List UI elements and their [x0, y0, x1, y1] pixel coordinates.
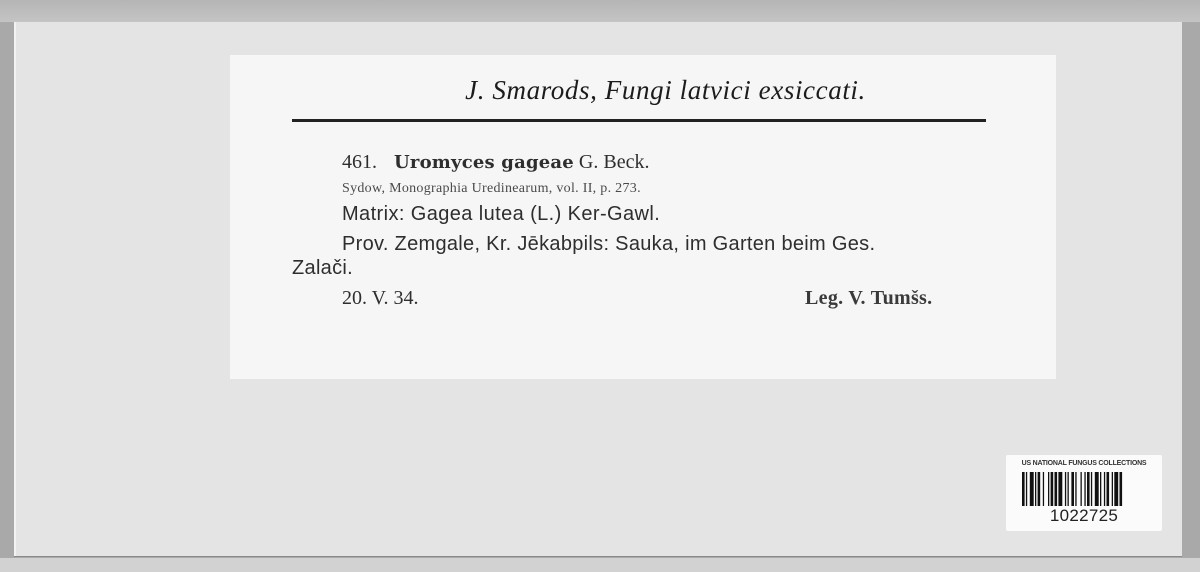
heading-rule	[292, 119, 986, 122]
species-name: Uromyces gageae	[394, 152, 574, 173]
label-heading: J. Smarods, Fungi latvici exsiccati.	[465, 75, 866, 105]
exsiccata-number: 461.	[342, 151, 377, 173]
barcode-tag	[1006, 455, 1162, 531]
catalog-number: 1022725	[1049, 506, 1119, 525]
literature-reference: Sydow, Monographia Uredinearum, vol. II, p. 273.	[342, 181, 641, 196]
background-top-strip	[0, 0, 1200, 22]
species-author: G. Beck.	[578, 151, 650, 173]
collection-date: 20. V. 34.	[342, 287, 419, 309]
locality-line-2: Zalači.	[292, 257, 354, 279]
taxon-line	[342, 151, 649, 174]
barcode-icon	[1022, 472, 1146, 506]
matrix-line: Matrix: Gagea lutea (L.) Ker-Gawl.	[342, 203, 661, 225]
collection-name: US NATIONAL FUNGUS COLLECTIONS	[1021, 460, 1147, 467]
locality-line-1: Prov. Zemgale, Kr. Jēkabpils: Sauka, im Garten beim Ges.	[342, 233, 876, 255]
collector: Leg. V. Tumšs.	[805, 287, 933, 309]
background-bottom-strip	[0, 558, 1200, 572]
specimen-label	[230, 55, 1056, 379]
